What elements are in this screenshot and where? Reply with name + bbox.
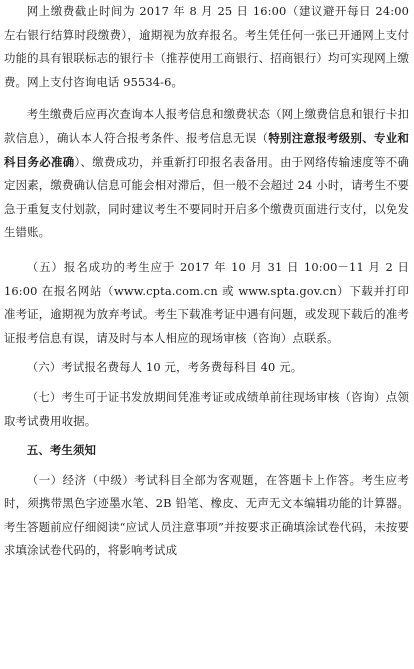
paragraph-exam-rules: （一）经济（中级）考试科目全部为客观题，在答题卡上作答。考生应考时，须携带黑色字迹墨水笔、2B 铅笔、橡皮、无声无文本编辑功能的计算器。考生答题前应仔细阅读“应试人员注意事项”并按要求正确填涂试卷代码，未按要求填涂试卷代码的，将影响考试成 bbox=[4, 472, 409, 558]
paragraph-payment-check-bold: 特别注意报考级别、专业和科目务必准确 bbox=[4, 130, 409, 169]
paragraph-payment-check-text-2: ）、缴费成功，并重新打印报名表备用。由于网络传输速度等不确定因素，缴费确认信息可能会相对滞后，但一般不会超过 24 小时，请考生不要急于重复支付划款，同时建议考生不要同时开启多个缴费页面进行支付，以免发生错账。 bbox=[4, 154, 410, 240]
paragraph-payment-check bbox=[4, 103, 409, 245]
section-heading-candidate-notes: 五、考生须知 bbox=[26, 443, 97, 458]
paragraph-payment-deadline: 网上缴费截止时间为 2017 年 8 月 25 日 16:00（建议避开每日 24:00 左右银行结算时段缴费），逾期视为放弃报名。考生凭任何一张已开通网上支付功能的具有银联标志的银行卡（推荐使用工商银行、招商银行）均可实现网上缴费。网上支付咨询电话 95534-6。 bbox=[4, 4, 409, 89]
paragraph-receipt: （七）考生可于证书发放期间凭准考证或成绩单前往现场审核（咨询）点领取考试费用收据。 bbox=[4, 389, 409, 428]
paragraph-payment-check-text-1: 考生缴费后应再次查询本人报考信息和缴费状态（网上缴费信息和银行卡扣款信息），确认本人符合报考条件、报考信息无误（ bbox=[4, 107, 409, 145]
paragraph-admission-ticket: （五）报名成功的考生应于 2017 年 10 月 31 日 10:00－11 月 2 日 16:00 在报名网站（www.cpta.com.cn 或 www.spta.gov.cn）下载并打印准考证，逾期视为放弃考试。考生下载准考证中遇有问题，或发现下载后的准考证报考信息有误，请及时与本人相应的现场审核（咨询）点联系。 bbox=[4, 259, 409, 345]
paragraph-fees: （六）考试报名费每人 10 元，考务费每科目 40 元。 bbox=[26, 360, 303, 375]
